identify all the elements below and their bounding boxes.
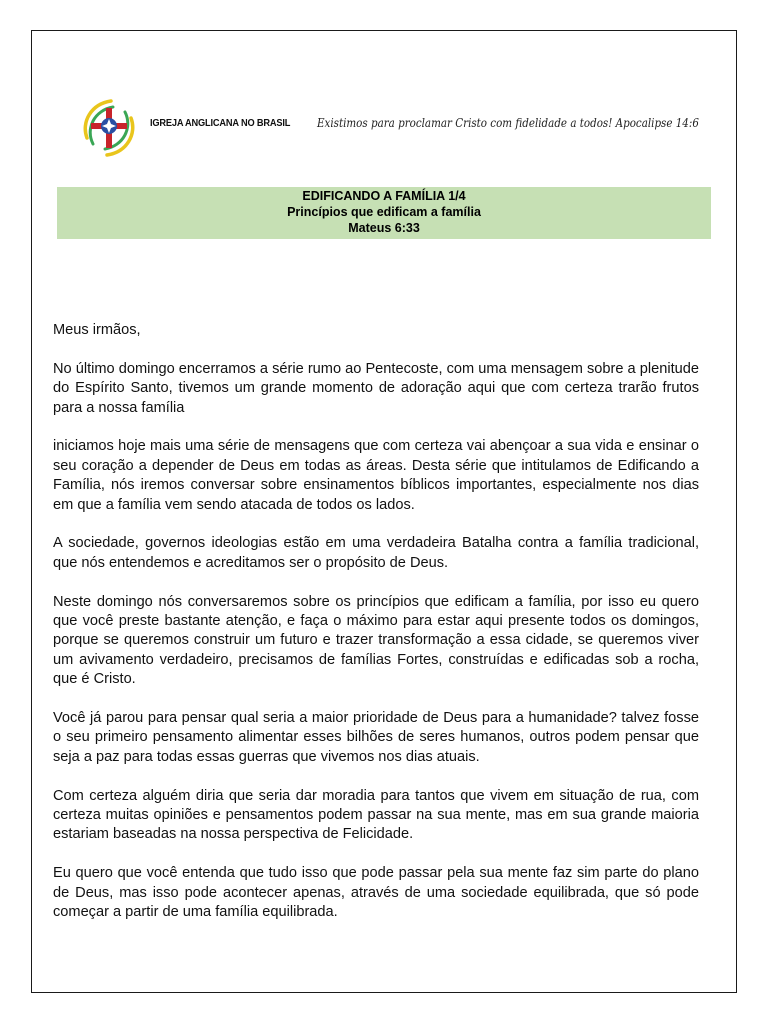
paragraph-4: Neste domingo nós conversaremos sobre os princípios que edificam a família, por isso eu quero que você preste bastante atenção, e faça o máximo para estar aqui presente todos os domingos, porque se queremos construir um futuro e trazer transformação a essa cidade, se queremos viver um avivamento verdadeiro, precisamos de famílias Fortes, construídas e edificadas sob a rocha, que é Cristo. <box>53 593 699 688</box>
paragraph-5: Você já parou para pensar qual seria a maior prioridade de Deus para a humanidade? talvez fosse o seu primeiro pensamento alimentar esses bilhões de seres humanos, outros podem pensar que seja a paz para todas essas guerras que vivemos nos dias atuais. <box>53 710 699 765</box>
paragraph-7: Eu quero que você entenda que tudo isso que pode passar pela sua mente faz sim parte do plano de Deus, mas isso pode acontecer apenas, através de uma sociedade equilibrada, que só pode começar a partir de uma família equilibrada. <box>53 865 699 921</box>
paragraph-3: A sociedade, governos ideologias estão em uma verdadeira Batalha contra a família tradicional, que nós entendemos e acreditamos ser o propósito de Deus. <box>53 535 699 571</box>
greeting: Meus irmãos, <box>53 322 141 338</box>
sermon-title: EDIFICANDO A FAMÍLIA 1/4 <box>302 189 466 203</box>
paragraph-2: iniciamos hoje mais uma série de mensagens que com certeza vai abençoar a sua vida e ensinar o seu coração a depender de Deus em todas as áreas. Desta série que intitulamos de Edificando a Família, nós iremos conversar sobre ensinamentos bíblicos importantes, especialmente nos dias em que a família vem sendo atacada de todos os lados. <box>53 438 699 513</box>
sermon-body <box>53 321 699 942</box>
paragraph-6: Com certeza alguém diria que seria dar moradia para tantos que vivem em situação de rua, com certeza muitas opiniões e pensamentos podem passar na sua mente, mas em sua grande maioria estariam baseadas na nossa perspectiva de Felicidade. <box>53 787 699 843</box>
sermon-title-box <box>57 187 711 239</box>
church-logo-icon <box>73 92 145 164</box>
organization-name: IGREJA ANGLICANA NO BRASIL <box>150 117 291 129</box>
sermon-subtitle: Princípios que edificam a família <box>287 205 481 219</box>
header-motto: Existimos para proclamar Cristo com fidelidade a todos! Apocalipse 14:6 <box>317 116 699 130</box>
paragraph-1: No último domingo encerramos a série rumo ao Pentecoste, com uma mensagem sobre a plenitude do Espírito Santo, tivemos um grande momento de adoração aqui que com certeza trarão frutos para a nossa família <box>53 360 699 416</box>
scripture-reference: Mateus 6:33 <box>348 221 420 235</box>
